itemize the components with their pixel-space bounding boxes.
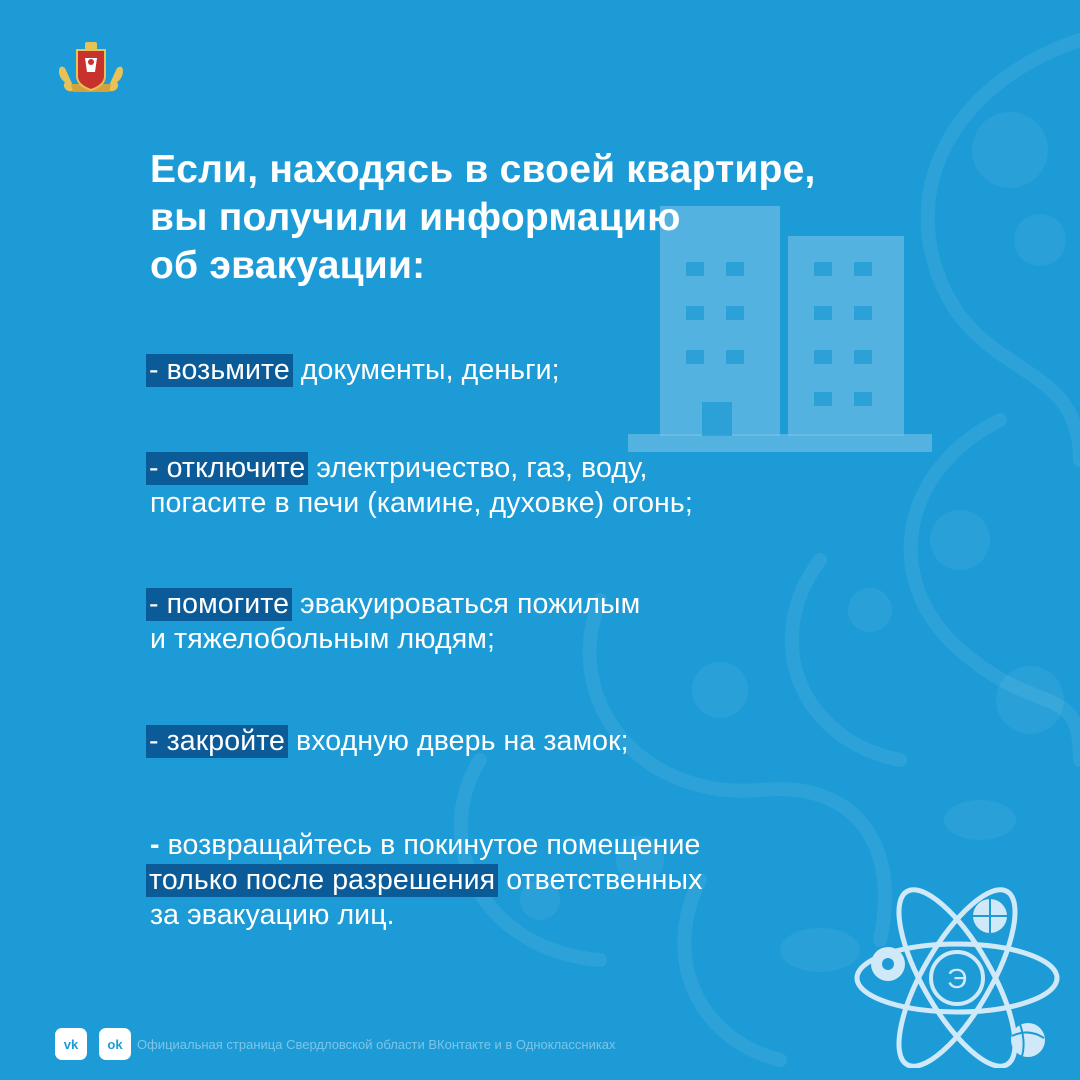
instruction-highlight: только после разрешения — [146, 864, 498, 897]
instruction-item — [150, 587, 910, 657]
instruction-line — [150, 451, 910, 486]
instruction-text: документы, деньги; — [292, 354, 560, 386]
instruction-line: погасите в печи (камине, духовке) огонь; — [150, 487, 693, 519]
footer — [55, 1027, 616, 1061]
instruction-dash: - — [150, 829, 160, 861]
title-line-3: об эвакуации: — [150, 244, 426, 287]
page-title — [150, 146, 816, 290]
instruction-line: за эвакуацию лиц. — [150, 899, 395, 931]
instruction-highlight: - закройте — [146, 725, 288, 758]
instruction-text: эвакуироваться пожилым — [292, 588, 641, 620]
instruction-highlight: - возьмите — [146, 354, 293, 387]
instruction-line — [150, 863, 910, 898]
instruction-text: возвращайтесь в покинутое помещение — [159, 829, 701, 861]
instruction-line — [150, 353, 910, 388]
instruction-line — [150, 587, 910, 622]
atom-logo-icon — [852, 878, 1062, 1068]
title-line-2: вы получили информацию — [150, 196, 681, 239]
instruction-highlight: - отключите — [146, 452, 308, 485]
soccer-ball-icon — [871, 947, 905, 981]
vk-icon[interactable] — [55, 1028, 87, 1060]
instruction-highlight: - помогите — [146, 588, 292, 621]
instruction-line — [150, 828, 910, 863]
vk-label: vk — [63, 1036, 79, 1052]
instruction-line: и тяжелобольным людям; — [150, 623, 496, 655]
odnoklassniki-icon[interactable] — [99, 1028, 131, 1060]
instruction-text: входную дверь на замок; — [288, 725, 629, 757]
instruction-item — [150, 828, 910, 933]
instruction-item — [150, 353, 910, 388]
instruction-line — [150, 724, 910, 759]
instruction-item — [150, 451, 910, 521]
instruction-text: электричество, газ, воду, — [308, 452, 648, 484]
coat-of-arms-icon — [55, 38, 127, 98]
basketball-icon — [973, 899, 1007, 933]
instruction-item — [150, 724, 910, 759]
instruction-text: ответственных — [498, 864, 703, 896]
volleyball-icon — [1011, 1023, 1045, 1057]
footer-text: Официальная страница Свердловской области ВКонтакте и в Одноклассниках — [137, 1036, 616, 1052]
ok-label: ok — [107, 1036, 123, 1052]
title-line-1: Если, находясь в своей квартире, — [150, 148, 816, 191]
atom-letter: Э — [946, 963, 968, 994]
